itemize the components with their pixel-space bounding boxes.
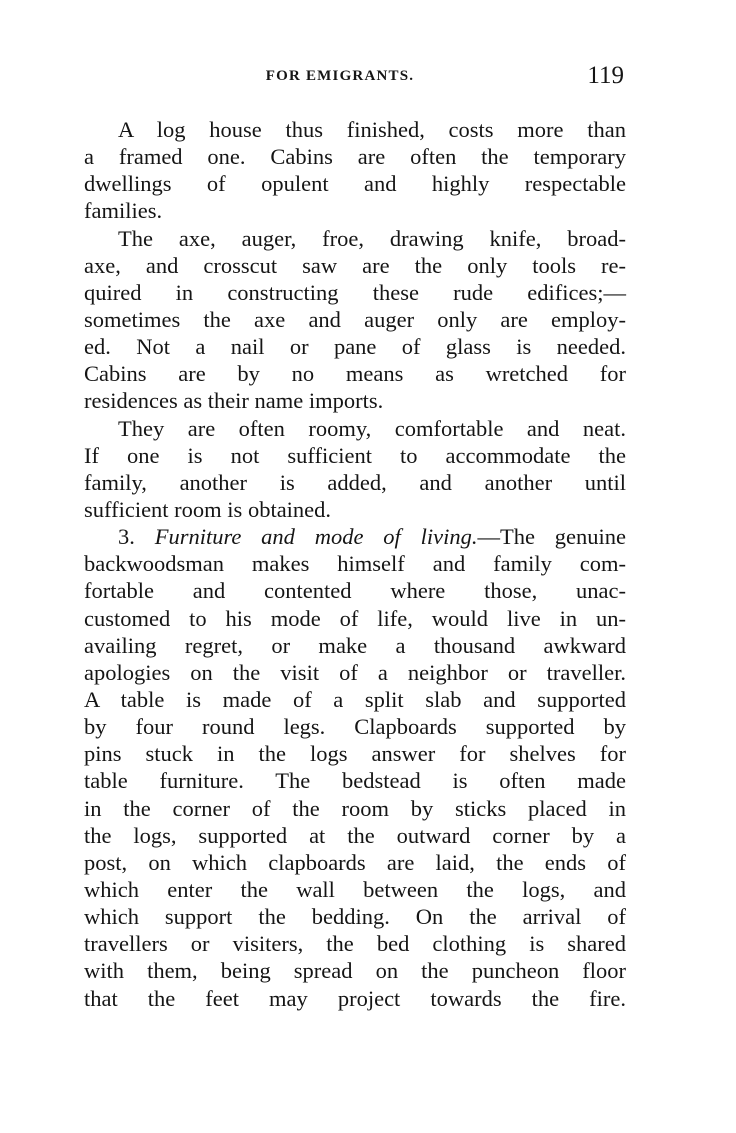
text-line: families. <box>84 198 163 224</box>
section-number: 3. <box>118 524 155 550</box>
text-line: post, on which clapboards are laid, the ends of <box>84 849 626 875</box>
section-heading-line <box>84 523 626 550</box>
text-line: customed to his mode of life, would live in un- <box>84 605 626 631</box>
text-line: apologies on the visit of a neighbor or traveller. <box>84 659 626 685</box>
text-line: sufficient room is obtained. <box>84 496 332 522</box>
text-line: travellers or visiters, the bed clothing is shared <box>84 931 626 957</box>
text-line: availing regret, or make a thousand awkward <box>84 632 626 658</box>
text-line: table furniture. The bedstead is often made <box>84 768 626 794</box>
text-line: which support the bedding. On the arrival of <box>84 904 626 930</box>
text-line: sometimes the axe and auger only are employ- <box>84 306 626 332</box>
text-line: backwoodsman makes himself and family com- <box>84 551 626 577</box>
text-line: A table is made of a split slab and supported <box>84 686 626 712</box>
section-title: Furniture and mode of living. <box>154 524 478 550</box>
text-line: quired in constructing these rude edifices;— <box>84 279 626 305</box>
page-number: 119 <box>587 62 624 89</box>
body-text <box>84 116 626 1012</box>
text-line: the logs, supported at the outward corner by a <box>84 822 626 848</box>
text-line: fortable and contented where those, unac- <box>84 578 626 604</box>
text-line: dwellings of opulent and highly respectable <box>84 171 626 197</box>
text-line: They are often roomy, comfortable and neat. <box>118 415 626 441</box>
running-head-title: FOR EMIGRANTS. <box>265 68 415 84</box>
text-line: that the feet may project towards the fire. <box>84 985 626 1011</box>
text-line: Cabins are by no means as wretched for <box>84 361 626 387</box>
text-line: residences as their name imports. <box>84 388 384 414</box>
text-line: by four round legs. Clapboards supported by <box>84 714 626 740</box>
text-line: A log house thus finished, costs more than <box>118 117 626 142</box>
text-line: If one is not sufficient to accommodate the <box>84 442 626 468</box>
text-line: family, another is added, and another until <box>84 469 626 495</box>
text-line: with them, being spread on the puncheon floor <box>84 958 626 984</box>
text-line: axe, and crosscut saw are the only tools re- <box>84 252 626 278</box>
text-line: a framed one. Cabins are often the temporary <box>84 144 626 170</box>
text-line: which enter the wall between the logs, and <box>84 876 626 902</box>
text-line: ed. Not a nail or pane of glass is needed. <box>84 334 626 360</box>
running-head <box>84 62 626 92</box>
text-line: in the corner of the room by sticks placed in <box>84 795 626 821</box>
section-text: —The genuine <box>477 524 627 550</box>
text-line: The axe, auger, froe, drawing knife, broad- <box>118 225 626 251</box>
text-line: pins stuck in the logs answer for shelves for <box>84 741 626 767</box>
